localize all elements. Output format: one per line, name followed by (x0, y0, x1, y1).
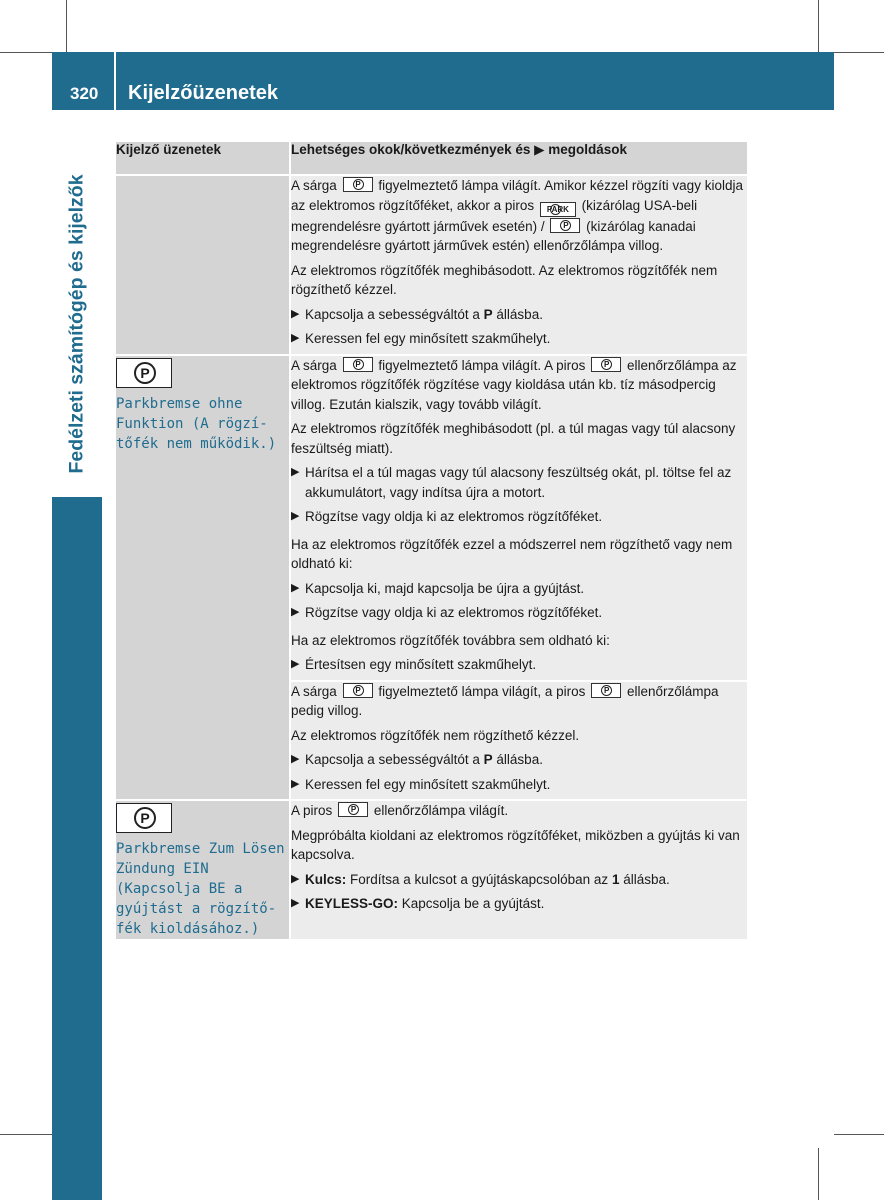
parking-brake-indicator-icon: P (591, 357, 621, 372)
bullet-arrow-icon: ▶ (291, 332, 300, 344)
solution-cell (290, 800, 747, 940)
list-item: ▶ Kapcsolja ki, majd kapcsolja be újra a gyújtást. (291, 579, 747, 599)
crop-mark (834, 1134, 884, 1135)
message-cell-empty (116, 175, 290, 355)
paragraph: A sárga P figyelmeztető lámpa világít, a piros P ellenőrzőlámpa pedig villog. (291, 683, 719, 718)
bullet-arrow-icon: ▶ (291, 658, 300, 670)
bullet-arrow-icon: ▶ (291, 510, 300, 522)
bullet-arrow-icon: ▶ (291, 581, 300, 594)
paragraph: A sárga P figyelmeztető lámpa világít. Amikor kézzel rögzíti vagy kioldja az elektromos rögzítőféket, akkor a piros PARK (kizárólag USA-beli megrendelésre gyártott járművek esetén) / P (kizárólag kanadai megrendelésre gyártott járművek estén) ellenőrzőlámpa villog. (291, 178, 743, 253)
display-message-text: Parkbremse Zum Lösen Zündung EIN (Kapcsolja BE a gyújtást a rögzítő-fék kioldásához.) (116, 841, 285, 937)
table-header-row (116, 142, 747, 175)
park-indicator-icon: PARK (540, 202, 576, 217)
bullet-arrow-icon: ▶ (291, 897, 300, 909)
paragraph: Az elektromos rögzítőfék meghibásodott (pl. a túl magas vagy túl alacsony feszültség miatt). (291, 421, 736, 456)
list-item: ▶ Értesítsen egy minősített szakműhelyt. (291, 655, 747, 675)
parking-brake-warning-icon: P (343, 357, 373, 372)
list-item: ▶ Kapcsolja a sebességváltót a P állásba. (291, 750, 747, 770)
list-item: ▶ KEYLESS-GO: Kapcsolja be a gyújtást. (291, 894, 747, 914)
parking-brake-indicator-icon: P (550, 218, 580, 233)
list-item: ▶ Kulcs: Fordítsa a kulcsot a gyújtáskapcsolóban az 1 állásba. (291, 870, 747, 890)
parking-brake-display-icon: P (116, 358, 172, 388)
table-row (116, 800, 747, 940)
list-item: ▶ Hárítsa el a túl magas vagy túl alacsony feszültség okát, pl. töltse fel az akkumulátort, vagy indítsa újra a motort. (291, 465, 732, 500)
bullet-arrow-icon: ▶ (291, 777, 300, 790)
bullet-arrow-icon: ▶ (291, 307, 300, 320)
chapter-tab-label: Fedélzeti számítógép és kijelzők (65, 174, 88, 474)
crop-mark (834, 52, 884, 53)
bullet-arrow-icon: ▶ (291, 466, 300, 478)
table-row (116, 175, 747, 355)
paragraph: A sárga P figyelmeztető lámpa világít. A piros P ellenőrzőlámpa az elektromos rögzítőfék rögzítése vagy kioldása után kb. tíz másodpercig villog. Ezután kialszik, vagy tovább világít. (291, 357, 737, 412)
list-item: ▶ Keressen fel egy minősített szakműhelyt. (291, 775, 747, 795)
paragraph: Ha az elektromos rögzítőfék továbbra sem oldható ki: (291, 632, 610, 648)
paragraph: A piros P ellenőrzőlámpa világít. (291, 803, 509, 818)
parking-brake-warning-icon: P (343, 177, 373, 192)
paragraph: Megpróbálta kioldani az elektromos rögzítőféket, miközben a gyújtás ki van kapcsolva. (291, 827, 740, 862)
parking-brake-indicator-icon: P (338, 802, 368, 817)
list-item: ▶ Rögzítse vagy oldja ki az elektromos rögzítőféket. (291, 507, 747, 527)
crop-mark (818, 1148, 819, 1200)
page-number: 320 (70, 84, 99, 103)
parking-brake-indicator-icon: P (591, 683, 621, 698)
display-message-text: Parkbremse ohne Funktion (A rögzí-tőfék nem működik.) (116, 395, 277, 452)
column-header-messages: Kijelző üzenetek (116, 142, 290, 175)
message-cell (116, 355, 290, 801)
crop-mark (0, 52, 52, 53)
bullet-arrow-icon: ▶ (291, 606, 300, 618)
list-item: ▶ Keressen fel egy minősített szakműhelyt. (291, 329, 747, 349)
solution-cell (290, 355, 747, 681)
message-cell (116, 800, 290, 940)
crop-mark (66, 0, 67, 52)
bullet-arrow-icon: ▶ (291, 872, 300, 885)
chapter-marker-block (52, 497, 102, 1200)
column-header-causes: Lehetséges okok/következmények és ▶ megoldások (290, 142, 747, 175)
bullet-arrow-icon: ▶ (291, 753, 300, 765)
parking-brake-display-icon: P (116, 803, 172, 833)
solution-cell (290, 681, 747, 801)
crop-mark (818, 0, 819, 52)
list-item: ▶ Kapcsolja a sebességváltót a P állásba. (291, 305, 747, 325)
page-title: Kijelzőüzenetek (128, 82, 279, 104)
paragraph: Az elektromos rögzítőfék meghibásodott. Az elektromos rögzítőfék nem rögzíthető kézzel. (291, 262, 718, 297)
paragraph: Az elektromos rögzítőfék nem rögzíthető kézzel. (291, 727, 580, 743)
solution-cell (290, 175, 747, 355)
list-item: ▶ Rögzítse vagy oldja ki az elektromos rögzítőféket. (291, 603, 747, 623)
paragraph: Ha az elektromos rögzítőfék ezzel a módszerrel nem rögzíthető vagy nem oldható ki: (291, 536, 733, 571)
table-row (116, 355, 747, 681)
display-messages-table (116, 142, 747, 941)
crop-mark (0, 1134, 52, 1135)
parking-brake-warning-icon: P (343, 683, 373, 698)
